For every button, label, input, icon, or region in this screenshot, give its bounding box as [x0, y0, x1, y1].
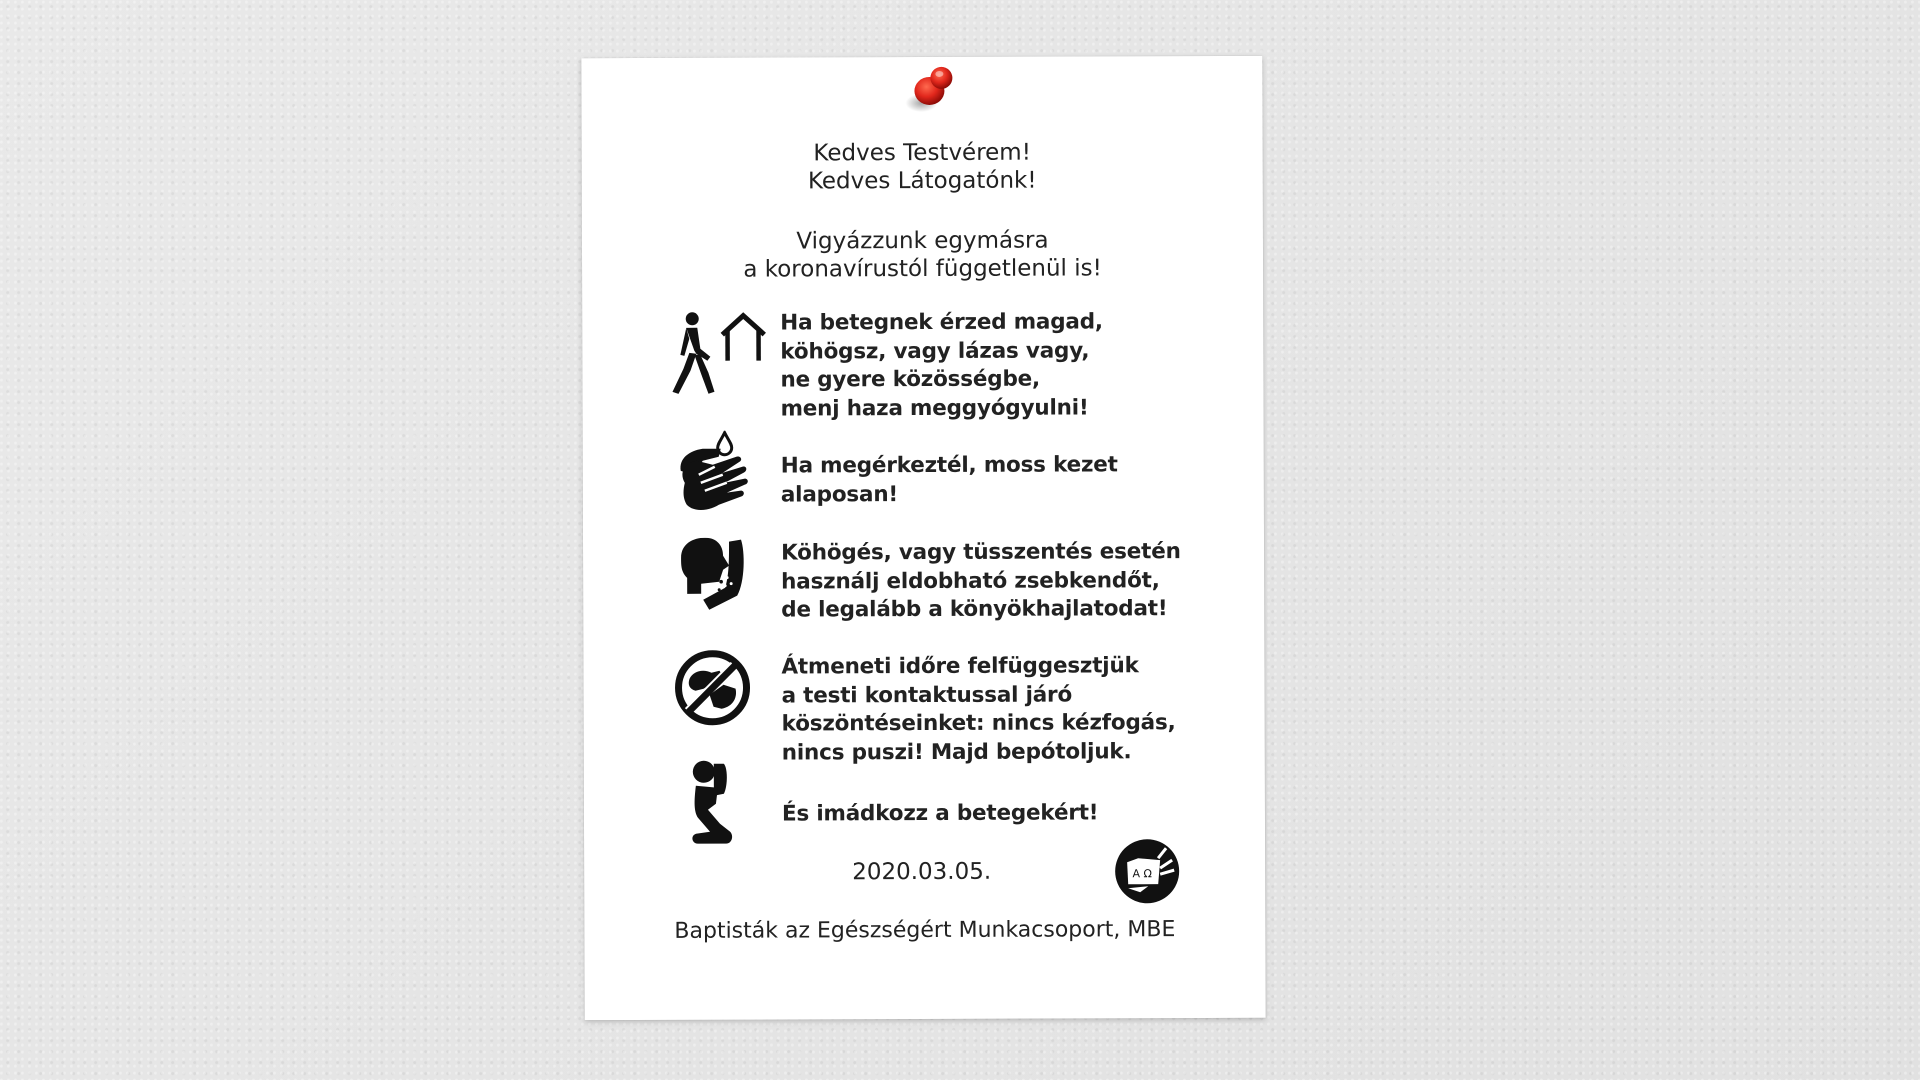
rule-cough-etiquette	[781, 538, 1181, 626]
rule-line: nincs puszi! Majd bepótoljuk.	[781, 739, 1132, 766]
rule-line: Köhögés, vagy tüsszentés esetén	[781, 539, 1181, 566]
rule-line: menj haza meggyógyulni!	[780, 395, 1089, 422]
rule-line: köszöntéseinket: nincs kézfogás,	[781, 710, 1176, 737]
rule-line: Ha betegnek érzed magad,	[780, 309, 1103, 336]
cough-elbow-icon	[675, 538, 747, 612]
rule-line: Ha megérkeztél, moss kezet	[780, 452, 1118, 479]
logo-text: Α Ω	[1132, 867, 1152, 881]
mbe-logo-icon	[1114, 838, 1180, 904]
rule-wash-hands	[781, 451, 1118, 510]
rule-line: de legalább a könyökhajlatodat!	[781, 596, 1168, 623]
greeting-line: Kedves Látogatónk!	[807, 167, 1037, 195]
rule-line: használj eldobható zsebkendőt,	[781, 567, 1160, 595]
praying-person-icon	[690, 760, 738, 844]
rule-line: ne gyere közösségbe,	[780, 366, 1041, 393]
notice-paper	[581, 56, 1265, 1020]
walk-home-icon	[670, 311, 768, 397]
no-handshake-icon	[673, 649, 751, 727]
motto-line: Vigyázzunk egymásra	[796, 227, 1049, 255]
motto	[582, 226, 1263, 284]
rule-line: a testi kontaktussal járó	[781, 682, 1073, 709]
poster-date: 2020.03.05.	[852, 858, 992, 886]
motto-line: a koronavírustól függetlenül is!	[743, 255, 1102, 283]
rule-pray	[782, 799, 1099, 829]
rule-line: Átmeneti időre felfüggesztjük	[781, 653, 1139, 680]
rule-line: köhögsz, vagy lázas vagy,	[780, 338, 1090, 365]
rule-line: alaposan!	[780, 481, 899, 508]
pushpin-icon	[903, 61, 963, 121]
poster-footer: Baptisták az Egészségért Munkacsoport, MBE	[674, 917, 1176, 944]
rule-line: És imádkozz a betegekért!	[781, 800, 1099, 827]
greeting	[582, 138, 1263, 196]
greeting-line: Kedves Testvérem!	[813, 139, 1031, 167]
rule-stay-home	[780, 308, 1103, 424]
rule-no-contact-greeting	[781, 652, 1175, 768]
hand-wash-icon	[675, 431, 749, 515]
